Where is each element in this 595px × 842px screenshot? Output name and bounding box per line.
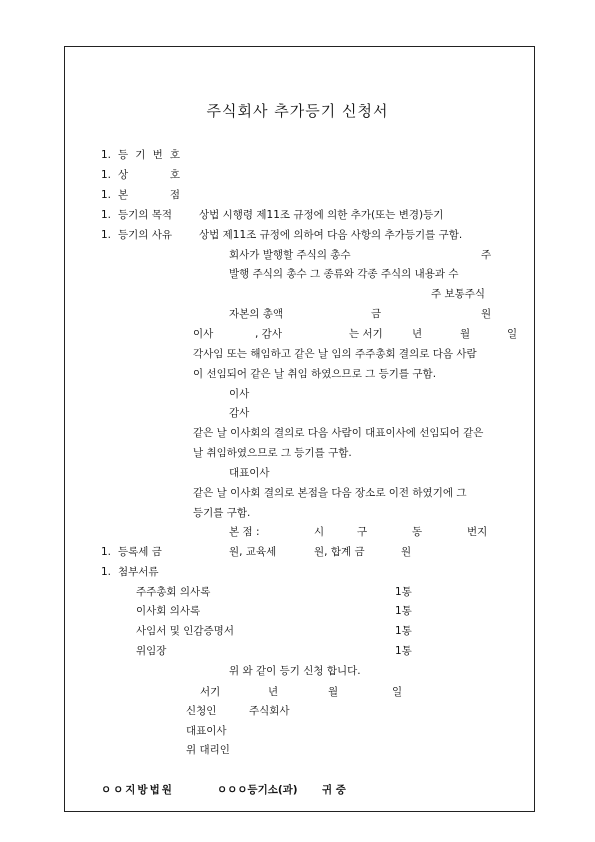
registry-office: ㅇㅇㅇ등기소(과) [217,784,298,796]
common-stock-line: 주 보통주식 [431,288,486,300]
relocation-paragraph-line: 등기를 구함. [193,507,251,519]
auditor-text: , 감사 [255,328,282,340]
address-label: 본 점 : [229,526,260,538]
item-bullet: 1. [101,169,112,181]
court-name: ㅇㅇ지방법원 [101,784,174,796]
attachment-name: 주주총회 의사록 [136,586,211,598]
total-amount-label: 원, 합계 금 [314,546,365,558]
attachment-name: 사임서 및 인감증명서 [136,625,234,637]
reason-label: 등기의 사유 [118,229,173,241]
board-paragraph-line: 날 취임하였으므로 그 등기를 구함. [193,447,352,459]
education-tax-label: 원, 교육세 [229,546,277,558]
agent-label: 위 대리인 [186,744,230,756]
issued-shares-line: 발행 주식의 총수 그 종류와 각종 주식의 내용과 수 [229,268,459,280]
closing-statement: 위 와 같이 등기 신청 합니다. [229,665,361,677]
trade-name-label: 상 호 [118,169,180,181]
attachment-count: 1통 [395,605,412,617]
address-dong: 동 [412,526,423,538]
item-bullet: 1. [101,229,112,241]
total-shares-label: 회사가 발행할 주식의 총수 [229,249,351,261]
day-unit: 일 [507,328,518,340]
purpose-text: 상법 시행령 제11조 규정에 의한 추가(또는 변경)등기 [199,209,444,221]
capital-label: 자본의 총액 [229,308,284,320]
director-paragraph-line: 이 선임되어 같은 날 취임 하였으므로 그 등기를 구함. [193,368,437,380]
purpose-label: 등기의 목적 [118,209,173,221]
board-paragraph-line: 같은 날 이사회의 결의로 다음 사람이 대표이사에 선임되어 같은 [193,427,484,439]
attachments-label: 첨부서류 [118,566,159,578]
director-text: 이사 [193,328,214,340]
attachment-name: 이사회 의사록 [136,605,201,617]
attachment-count: 1통 [395,625,412,637]
head-office-label: 본 점 [118,189,180,201]
item-bullet: 1. [101,209,112,221]
date-day: 일 [392,686,403,698]
registration-number-label: 등 기 번 호 [118,149,180,161]
capital-currency: 금 [371,308,382,320]
director-heading: 이사 [229,388,250,400]
auditor-heading: 감사 [229,407,250,419]
attachment-count: 1통 [395,586,412,598]
item-bullet: 1. [101,566,112,578]
director-paragraph-line: 각사임 또는 해임하고 같은 날 임의 주주총회 결의로 다음 사람 [193,348,477,360]
relocation-paragraph-line: 같은 날 이사회 결의로 본점을 다음 장소로 이전 하였기에 그 [193,487,467,499]
item-bullet: 1. [101,189,112,201]
registration-tax-label: 등록세 금 [118,546,162,558]
item-bullet: 1. [101,546,112,558]
date-era: 서기 [200,686,221,698]
date-prefix: 는 서기 [349,328,383,340]
attachment-name: 위임장 [136,645,167,657]
representative-label: 대표이사 [186,725,227,737]
month-unit: 월 [460,328,471,340]
item-bullet: 1. [101,149,112,161]
footer-recipient: 귀 중 [322,784,346,796]
applicant-label: 신청인 [186,705,217,717]
date-year: 년 [268,686,279,698]
applicant-value: 주식회사 [249,705,290,717]
year-unit: 년 [412,328,423,340]
total-amount-unit: 원 [401,546,412,558]
address-city: 시 [314,526,325,538]
date-month: 월 [328,686,339,698]
reason-text: 상법 제11조 규정에 의하여 다음 사항의 추가등기를 구함. [199,229,463,241]
address-district: 구 [357,526,368,538]
representative-heading: 대표이사 [229,467,270,479]
document-title: 주식회사 추가등기 신청서 [206,102,389,120]
address-lot: 번지 [467,526,488,538]
shares-unit: 주 [481,249,492,261]
capital-unit: 원 [481,308,492,320]
attachment-count: 1통 [395,645,412,657]
